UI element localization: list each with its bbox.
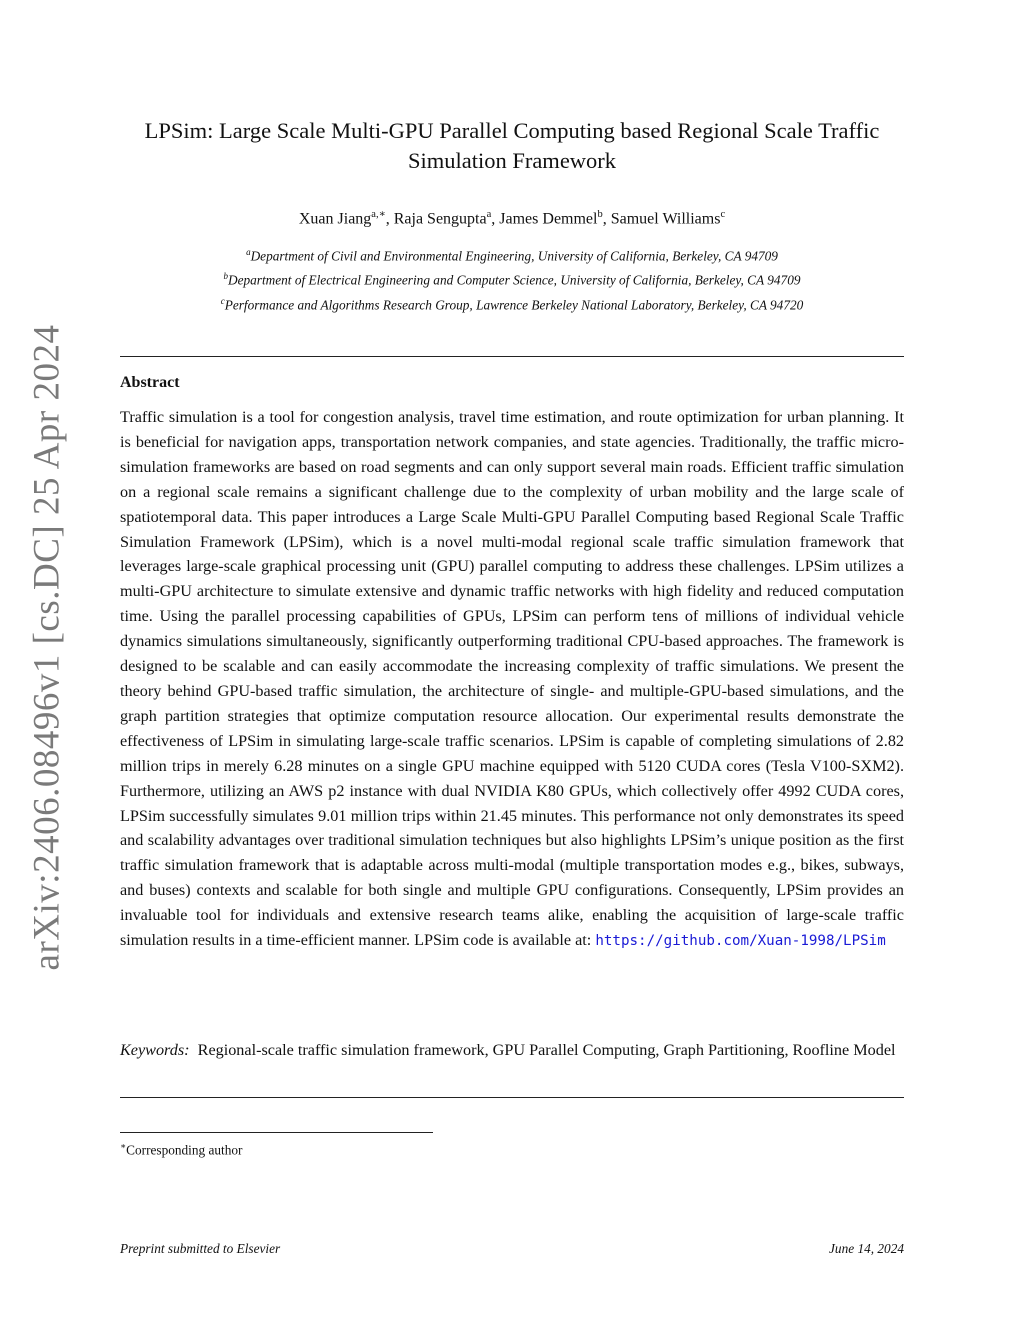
title-line-2: Simulation Framework [407,148,617,173]
title-line-1: LPSim: Large Scale Multi-GPU Parallel Computing based Regional Scale Traffic [144,118,880,143]
abstract-bottom-rule [120,1097,904,1098]
affiliation-text: Department of Electrical Engineering and Computer Science, University of California, Berkeley, CA 94709 [227,272,801,288]
code-repository-link[interactable]: https://github.com/Xuan-1998/LPSim [595,933,886,950]
abstract-body [120,405,904,954]
abstract-text: Traffic simulation is a tool for congestion analysis, travel time estimation, and route optimization for urban planning. It is beneficial for navigation apps, transportation network companies, and state agencies. Traditionally, the traffic micro-simulation frameworks are based on road segments and can only support several main roads. Efficient traffic simulation on a regional scale remains a significant challenge due to the complexity of urban mobility and the large scale of spatiotemporal data. This paper introduces a Large Scale Multi-GPU Parallel Computing based Regional Scale Traffic Simulation Framework (LPSim), which is a novel multi-modal regional scale traffic simulation framework that leverages large-scale graphical processing unit (GPU) parallel computing to address these challenges. LPSim utilizes a multi-GPU architecture to simulate extensive and dynamic traffic networks with high fidelity and reduced computation time. Using the parallel processing capabilities of GPUs, LPSim can perform tens of millions of individual vehicle dynamics simulations simultaneously, significantly outperforming traditional CPU-based approaches. The framework is designed to be scalable and can easily accommodate the increasing complexity of traffic simulations. We present the theory behind GPU-based traffic simulation, the architecture of single- and multiple-GPU-based simulations, and the graph partition strategies that optimize computation resource allocation. Our experimental results demonstrate the effectiveness of LPSim in simulating large-scale traffic scenarios. LPSim is capable of completing simulations of 2.82 million trips in merely 6.28 minutes on a single GPU machine equipped with 5120 CUDA cores (Tesla V100-SXM2). Furthermore, utilizing an AWS p2 instance with dual NVIDIA K80 GPUs, which collectively offer 4992 CUDA cores, LPSim successfully simulates 9.01 million trips within 21.45 minutes. This performance not only demonstrates its speed and scalability advantages over traditional simulation techniques but also highlights LPSim’s unique position as the first traffic simulation framework that is adaptable across multi-modal (multiple transportation modes e.g., bikes, subways, and buses) contexts and scalable for both single and multiple GPU configurations. Consequently, LPSim provides an invaluable tool for individuals and extensive research teams alike, enabling the acquisition of large-scale traffic simulation results in a time-efficient manner. LPSim code is available at: [120,408,904,950]
affiliation [100,291,924,315]
affiliation [100,266,924,290]
keywords-label: Keywords: [120,1041,190,1059]
author-list [100,204,924,230]
arxiv-stamp [22,324,72,971]
affiliation-mark: b [223,271,228,282]
affiliation-text: Performance and Algorithms Research Group, Lawrence Berkeley National Laboratory, Berkeley, CA 94720 [224,297,804,313]
author-affiliation-mark: c [720,209,726,220]
author-name: Samuel Williams [610,210,721,228]
author-separator: , [602,210,611,228]
author-affiliation-mark: a [486,209,492,220]
author-affiliation-mark: b [597,209,603,220]
footnote-text: Corresponding author [126,1142,243,1158]
author-affiliation-mark: a,∗ [371,209,386,220]
keywords-text: Regional-scale traffic simulation framework, GPU Parallel Computing, Graph Partitioning, Roofline Model [197,1041,896,1059]
abstract-heading: Abstract [120,374,180,391]
affiliation-mark: c [220,295,225,306]
author-separator: , [491,210,500,228]
author-name: Xuan Jiang [298,210,372,228]
affiliation [100,242,924,266]
footnote-rule [120,1132,433,1133]
author-name: James Demmel [499,210,598,228]
footer-date: June 14, 2024 [829,1241,904,1256]
author-separator: , [385,210,394,228]
affiliation-mark: a [246,247,251,257]
author-name: Raja Sengupta [393,210,487,228]
footnote [120,1137,242,1159]
affiliation-list [100,242,924,315]
abstract-top-rule [120,356,904,357]
keywords [120,1038,904,1063]
footnote-mark: ∗ [120,1141,127,1151]
affiliation-text: Department of Civil and Environmental Engineering, University of California, Berkeley, CA 94709 [250,248,778,264]
arxiv-id: arXiv:2406.08496v1 [cs.DC] 25 Apr 2024 [26,324,68,971]
paper-title [100,116,924,176]
footer-preprint-note: Preprint submitted to Elsevier [120,1241,281,1256]
